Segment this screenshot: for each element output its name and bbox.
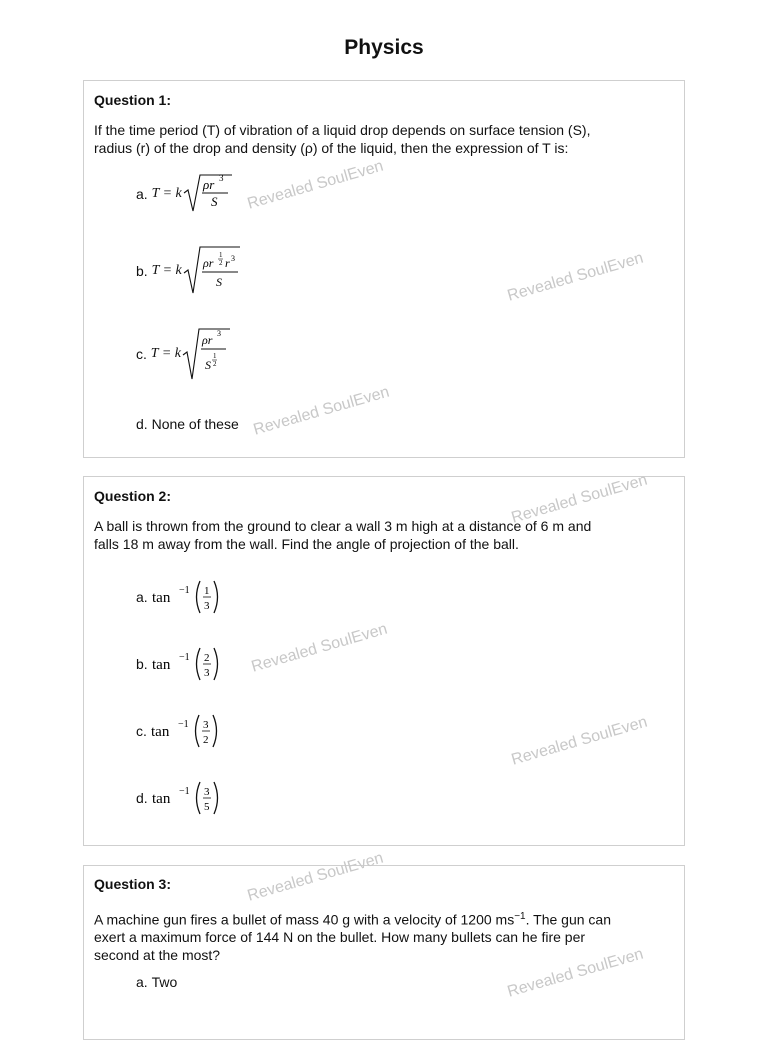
denominator: S — [204, 358, 211, 372]
numerator: 1 — [203, 585, 210, 597]
numerator-tail: r — [224, 256, 230, 270]
option-b[interactable] — [136, 644, 242, 684]
watermark: Revealed SoulEven — [509, 713, 650, 769]
numerator: 2 — [203, 652, 210, 664]
option-c[interactable] — [136, 711, 241, 751]
question-text — [94, 908, 679, 964]
question-text-line — [94, 908, 679, 929]
option-c[interactable] — [136, 327, 232, 381]
sqrt-expression — [182, 327, 232, 381]
watermark: Revealed SoulEven — [245, 157, 386, 213]
question-text-line: If the time period (T) of vibration of a liquid drop depends on surface tension (S), — [94, 122, 591, 138]
exponent: −1 — [178, 652, 190, 663]
question-text-line: radius (r) of the drop and density (ρ) of the liquid, then the expression of T is: — [94, 139, 569, 156]
denominator: S — [210, 194, 218, 209]
option-d[interactable] — [136, 416, 239, 432]
numerator: ρr — [201, 333, 213, 347]
option-label: a. — [136, 974, 148, 990]
option-expr: T = k — [151, 186, 182, 201]
denominator: 5 — [203, 801, 210, 813]
option-label: b. — [136, 656, 148, 672]
option-b[interactable] — [136, 245, 243, 297]
exponent-frac-num: 1 — [212, 352, 217, 360]
option-a[interactable] — [136, 173, 233, 215]
option-label: a. — [136, 186, 148, 202]
option-expr: T = k — [151, 263, 182, 278]
option-label: a. — [136, 589, 148, 605]
denominator: 3 — [203, 600, 210, 612]
question-header: Question 2: — [94, 488, 172, 504]
watermark: Revealed SoulEven — [251, 383, 392, 439]
arctan-expression — [152, 644, 242, 684]
option-text: None of these — [151, 416, 239, 432]
option-a[interactable] — [136, 577, 242, 617]
question-header: Question 3: — [94, 876, 172, 892]
unit-exponent: −1 — [514, 911, 526, 922]
exponent: 3 — [218, 173, 224, 183]
exponent-frac-num: 1 — [218, 251, 223, 259]
option-label: c. — [136, 346, 147, 362]
option-label: d. — [136, 416, 148, 432]
question-card-2 — [83, 476, 685, 846]
watermark: Revealed SoulEven — [245, 849, 386, 905]
numerator: 3 — [202, 719, 209, 731]
question-text — [94, 122, 679, 157]
numerator: ρr — [202, 177, 215, 192]
question-text-line: falls 18 m away from the wall. Find the angle of projection of the ball. — [94, 535, 519, 552]
option-label: d. — [136, 790, 148, 806]
numerator: 3 — [203, 786, 210, 798]
question-text-segment: . The gun can — [525, 911, 611, 928]
option-d[interactable] — [136, 778, 242, 818]
option-expr: T = k — [150, 346, 181, 361]
watermark: Revealed SoulEven — [249, 620, 390, 676]
exponent-frac-den: 2 — [218, 259, 223, 267]
exponent: −1 — [177, 719, 189, 730]
watermark: Revealed SoulEven — [509, 471, 650, 527]
exponent: −1 — [178, 585, 190, 596]
question-header: Question 1: — [94, 92, 172, 108]
question-text — [94, 518, 679, 553]
watermark: Revealed SoulEven — [505, 249, 646, 305]
question-text-line: second at the most? — [94, 946, 221, 963]
watermark: Revealed SoulEven — [505, 945, 646, 1001]
option-label: c. — [136, 723, 147, 739]
function-name: tan — [151, 590, 170, 606]
function-name: tan — [150, 724, 170, 740]
arctan-expression — [152, 778, 242, 818]
sqrt-expression — [183, 173, 233, 215]
question-card-3 — [83, 865, 685, 1040]
question-text-line: exert a maximum force of 144 N on the bullet. How many bullets can he fire per — [94, 929, 586, 946]
sqrt-expression — [183, 245, 243, 297]
exponent: −1 — [178, 786, 190, 797]
denominator: 2 — [202, 734, 209, 746]
arctan-expression — [151, 711, 241, 751]
option-a[interactable] — [136, 974, 177, 990]
page-title: Physics — [344, 36, 424, 59]
question-card-1 — [83, 80, 685, 458]
numerator: ρr — [202, 256, 214, 270]
arctan-expression — [152, 577, 242, 617]
option-label: b. — [136, 263, 148, 279]
exponent-frac-den: 2 — [212, 360, 217, 368]
option-text: Two — [151, 974, 178, 990]
question-text-line: A ball is thrown from the ground to clear a wall 3 m high at a distance of 6 m and — [94, 518, 592, 534]
question-text-segment: A machine gun fires a bullet of mass 40 g with a velocity of 1200 ms — [94, 911, 515, 928]
exponent: 3 — [230, 254, 235, 263]
exponent: 3 — [216, 329, 221, 338]
denominator: 3 — [203, 667, 210, 679]
function-name: tan — [151, 791, 170, 807]
function-name: tan — [151, 657, 170, 673]
denominator: S — [215, 275, 222, 289]
